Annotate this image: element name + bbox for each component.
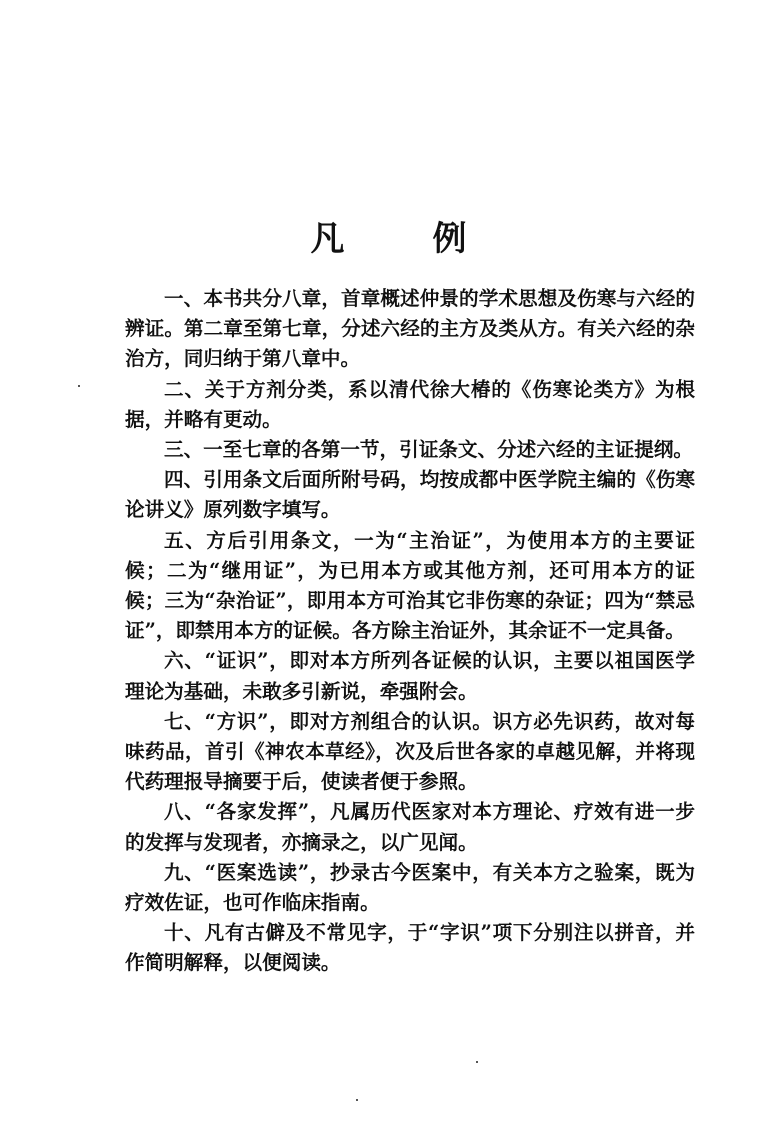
note-paragraph-10: 十、凡有古僻及不常见字，于“字识”项下分别注以拼音，并作简明解释，以便阅读。 — [125, 921, 695, 975]
note-paragraph-4: 四、引用条文后面所附号码，均按成都中医学院主编的《伤寒论讲义》原列数字填写。 — [125, 468, 695, 522]
scan-speck — [356, 1099, 358, 1101]
scan-speck — [476, 1061, 478, 1063]
note-paragraph-5: 五、方后引用条文，一为“主治证”，为使用本方的主要证候；二为“继用证”，为已用本方或其他方剂，还可用本方的证候；三为“杂治证”，即用本方可治其它非伤寒的杂证；四为“禁忌证”，即禁用本方的证候。各方除主治证外，其余证不一定具备。 — [125, 528, 695, 643]
note-paragraph-3: 三、一至七章的各第一节，引证条文、分述六经的主证提纲。 — [164, 438, 694, 462]
title-char-2: 例 — [432, 218, 467, 259]
note-paragraph-1: 一、本书共分八章，首章概述仲景的学术思想及伤寒与六经的辨证。第二章至第七章，分述六经的主方及类从方。有关六经的杂治方，同归纳于第八章中。 — [125, 287, 695, 371]
note-paragraph-9: 九、“医案选读”，抄录古今医案中，有关本方之验案，既为疗效佐证，也可作临床指南。 — [125, 860, 695, 915]
note-paragraph-6: 六、“证识”，即对本方所列各证候的认识，主要以祖国医学理论为基础，未敢多引新说，牵强附会。 — [125, 649, 695, 703]
note-paragraph-8: 八、“各家发挥”，凡属历代医家对本方理论、疗效有进一步的发挥与发现者，亦摘录之，以广见闻。 — [125, 800, 695, 854]
note-paragraph-2: 二、关于方剂分类，系以清代徐大椿的《伤寒论类方》为根据，并略有更动。 — [125, 377, 695, 431]
title-char-1: 凡 — [310, 218, 345, 259]
page-title — [0, 219, 777, 259]
notes-body — [125, 284, 695, 979]
note-paragraph-7: 七、“方识”，即对方剂组合的认识。识方必先识药，故对每味药品，首引《神农本草经》，次及后世各家的卓越见解，并将现代药理报导摘要于后，使读者便于参照。 — [125, 709, 695, 794]
scan-speck — [78, 385, 80, 387]
